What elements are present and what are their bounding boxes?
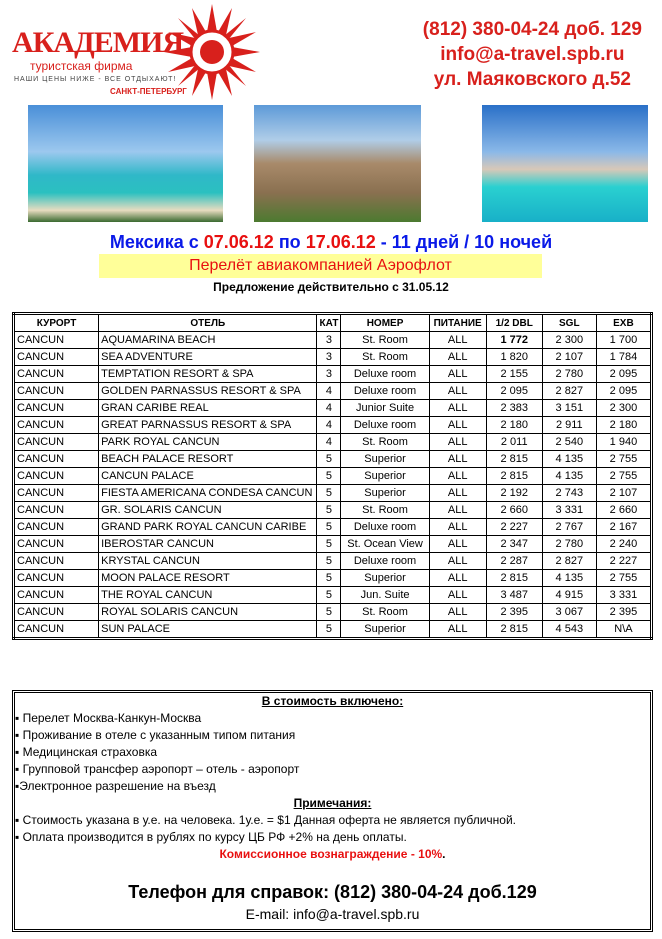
contact-block [423,17,642,92]
logo-slogan: НАШИ ЦЕНЫ НИЖЕ - ВСЕ ОТДЫХАЮТ! [14,76,177,83]
table-cell: CANCUN [14,485,99,502]
end-date: 17.06.12 [305,232,376,252]
table-cell: 2 827 [542,553,596,570]
table-cell: 2 095 [486,383,542,400]
column-header: КУРОРТ [14,314,99,332]
table-row [14,383,652,400]
table-cell: 1 940 [596,434,651,451]
table-cell: 2 755 [596,451,651,468]
table-cell: 3 487 [486,587,542,604]
table-cell: St. Room [341,434,429,451]
commission-note [15,846,650,863]
table-cell: 2 911 [542,417,596,434]
table-cell: 5 [317,502,341,519]
table-cell: Superior [341,451,429,468]
table-cell: 2 827 [542,383,596,400]
start-date: 07.06.12 [203,232,274,252]
photo-pyramid [254,105,421,222]
contact-phone: (812) 380-04-24 доб. 129 [422,19,642,40]
table-cell: CANCUN [14,349,99,366]
table-cell: 4 [317,400,341,417]
airline-banner: Перелёт авиакомпанией Аэрофлот [99,254,542,278]
table-cell: Deluxe room [341,553,429,570]
table-cell: CANCUN [14,366,99,383]
table-cell: 2 227 [486,519,542,536]
photo-cancun-hotels [482,105,648,222]
hotel-price-table [12,312,653,640]
list-item: ▪ Групповой трансфер аэропорт – отель - аэропорт [15,762,300,776]
table-cell: 2 815 [486,468,542,485]
logo-city: САНКТ-ПЕТЕРБУРГ [110,87,187,96]
company-logo [12,8,262,98]
table-cell: 2 227 [596,553,651,570]
table-cell: 2 815 [486,570,542,587]
included-heading: В стоимость включено: [261,694,404,708]
table-cell: BEACH PALACE RESORT [99,451,317,468]
table-cell: N\A [596,621,651,639]
table-cell: THE ROYAL CANCUN [99,587,317,604]
table-cell: 5 [317,587,341,604]
table-cell: 5 [317,485,341,502]
table-cell: SEA ADVENTURE [99,349,317,366]
table-cell: CANCUN PALACE [99,468,317,485]
table-cell: St. Room [341,332,429,349]
list-item: ▪ Стоимость указана в у.е. на человека. 1у.е. = $1 Данная оферта не является публичной. [15,813,516,827]
table-cell: St. Room [341,502,429,519]
table-cell: CANCUN [14,451,99,468]
title-text: Мексика с [109,232,204,252]
table-cell: CANCUN [14,417,99,434]
table-cell: 3 151 [542,400,596,417]
commission-dot: . [442,847,446,861]
table-cell: 3 331 [542,502,596,519]
table-cell: St. Room [341,604,429,621]
table-cell: 2 815 [486,621,542,639]
table-cell: 1 820 [486,349,542,366]
column-header: 1/2 DBL [486,314,542,332]
table-cell: Deluxe room [341,519,429,536]
table-cell: ALL [429,451,486,468]
table-row [14,332,652,349]
notes-heading: Примечания: [293,796,372,810]
table-cell: CANCUN [14,332,99,349]
table-row [14,468,652,485]
table-cell: 3 067 [542,604,596,621]
table-cell: Superior [341,468,429,485]
column-header: ПИТАНИЕ [429,314,486,332]
table-row [14,417,652,434]
table-cell: 2 743 [542,485,596,502]
table-cell: Superior [341,485,429,502]
commission-text: Комиссионное вознаграждение - 10% [219,847,443,861]
table-cell: ALL [429,366,486,383]
logo-subtitle: туристская фирма [30,59,133,73]
table-cell: 2 095 [596,366,651,383]
table-cell: 4 135 [542,468,596,485]
table-cell: Deluxe room [341,383,429,400]
table-cell: Superior [341,621,429,639]
table-header-row [14,314,652,332]
table-cell: ALL [429,332,486,349]
table-cell: St. Ocean View [341,536,429,553]
table-cell: CANCUN [14,621,99,639]
table-cell: 2 780 [542,536,596,553]
table-cell: CANCUN [14,587,99,604]
table-cell: ALL [429,417,486,434]
column-header: SGL [542,314,596,332]
table-cell: 1 784 [596,349,651,366]
table-cell: ALL [429,468,486,485]
table-cell: CANCUN [14,468,99,485]
column-header: КАТ [317,314,341,332]
table-cell: CANCUN [14,434,99,451]
table-cell: 2 300 [596,400,651,417]
duration: - 11 дней / 10 ночей [375,232,553,252]
table-row [14,349,652,366]
table-row [14,519,652,536]
table-cell: 2 540 [542,434,596,451]
table-cell: Deluxe room [341,417,429,434]
table-cell: ALL [429,536,486,553]
table-row [14,604,652,621]
table-cell: 2 300 [542,332,596,349]
table-cell: 2 107 [596,485,651,502]
table-cell: ALL [429,400,486,417]
table-cell: AQUAMARINA BEACH [99,332,317,349]
terms-box [12,690,653,932]
list-item: ▪ Перелет Москва-Канкун-Москва [15,711,202,725]
table-row [14,536,652,553]
table-cell: 4 915 [542,587,596,604]
offer-validity: Предложение действительно с 31.05.12 [213,280,449,294]
table-row [14,587,652,604]
table-cell: GOLDEN PARNASSUS RESORT & SPA [99,383,317,400]
tour-title [0,231,662,253]
table-cell: GR. SOLARIS CANCUN [99,502,317,519]
table-cell: ALL [429,553,486,570]
table-cell: 5 [317,519,341,536]
table-cell: ALL [429,519,486,536]
table-cell: 2 155 [486,366,542,383]
column-header: НОМЕР [341,314,429,332]
table-cell: 2 395 [596,604,651,621]
table-cell: SUN PALACE [99,621,317,639]
table-cell: CANCUN [14,383,99,400]
table-cell: 2 011 [486,434,542,451]
table-cell: 3 331 [596,587,651,604]
table-cell: 2 767 [542,519,596,536]
table-row [14,485,652,502]
table-cell: 5 [317,553,341,570]
table-cell: 2 192 [486,485,542,502]
table-cell: ALL [429,485,486,502]
table-cell: CANCUN [14,570,99,587]
table-cell: 2 107 [542,349,596,366]
table-cell: CANCUN [14,536,99,553]
table-cell: CANCUN [14,553,99,570]
table-cell: CANCUN [14,519,99,536]
table-cell: KRYSTAL CANCUN [99,553,317,570]
list-item: ▪Электронное разрешение на въезд [15,779,216,793]
table-cell: 1 772 [486,332,542,349]
table-cell: Junior Suite [341,400,429,417]
table-cell: 4 [317,434,341,451]
list-item: ▪ Медицинская страховка [15,745,158,759]
column-header: ОТЕЛЬ [99,314,317,332]
contact-email[interactable]: info@a-travel.spb.ru [440,44,625,65]
table-cell: GREAT PARNASSUS RESORT & SPA [99,417,317,434]
table-cell: MOON PALACE RESORT [99,570,317,587]
photo-beach-ruins [28,105,223,222]
table-cell: ALL [429,383,486,400]
table-cell: 2 660 [596,502,651,519]
table-cell: 5 [317,536,341,553]
table-cell: ALL [429,621,486,639]
table-cell: 4 543 [542,621,596,639]
table-cell: 1 700 [596,332,651,349]
table-cell: 4 135 [542,451,596,468]
table-cell: 2 383 [486,400,542,417]
table-cell: CANCUN [14,400,99,417]
table-cell: 2 180 [486,417,542,434]
table-cell: ALL [429,604,486,621]
table-cell: CANCUN [14,604,99,621]
table-cell: 2 167 [596,519,651,536]
table-cell: 2 780 [542,366,596,383]
table-cell: IBEROSTAR CANCUN [99,536,317,553]
table-cell: ALL [429,587,486,604]
table-cell: ALL [429,434,486,451]
title-text: по [273,232,306,252]
table-cell: 2 347 [486,536,542,553]
table-cell: Superior [341,570,429,587]
table-cell: 2 815 [486,451,542,468]
footer-phone: Телефон для справок: (812) 380-04-24 доб.129 [128,882,537,902]
table-cell: ALL [429,349,486,366]
table-cell: 5 [317,621,341,639]
table-cell: 5 [317,468,341,485]
table-cell: 2 287 [486,553,542,570]
table-cell: GRAN CARIBE REAL [99,400,317,417]
contact-address: ул. Маяковского д.52 [433,69,631,90]
table-cell: 5 [317,451,341,468]
table-cell: Jun. Suite [341,587,429,604]
table-cell: 3 [317,349,341,366]
table-cell: 2 755 [596,468,651,485]
table-cell: 2 755 [596,570,651,587]
column-header: EXB [596,314,651,332]
table-cell: Deluxe room [341,366,429,383]
list-item: ▪ Оплата производится в рублях по курсу ЦБ РФ +2% на день оплаты. [15,830,407,844]
table-cell: 5 [317,570,341,587]
table-cell: GRAND PARK ROYAL CANCUN CARIBE [99,519,317,536]
table-cell: ALL [429,570,486,587]
table-cell: 2 095 [596,383,651,400]
footer-email[interactable]: E-mail: info@a-travel.spb.ru [245,906,420,922]
table-row [14,434,652,451]
table-cell: CANCUN [14,502,99,519]
table-row [14,366,652,383]
table-row [14,400,652,417]
logo-name: АКАДЕМИЯ [12,26,184,59]
table-row [14,502,652,519]
table-cell: 4 135 [542,570,596,587]
table-row [14,570,652,587]
table-cell: 3 [317,366,341,383]
table-cell: 4 [317,383,341,400]
table-cell: ROYAL SOLARIS CANCUN [99,604,317,621]
table-cell: St. Room [341,349,429,366]
table-cell: 2 180 [596,417,651,434]
list-item: ▪ Проживание в отеле с указанным типом питания [15,728,296,742]
table-cell: FIESTA AMERICANA CONDESA CANCUN [99,485,317,502]
table-cell: PARK ROYAL CANCUN [99,434,317,451]
table-cell: TEMPTATION RESORT & SPA [99,366,317,383]
table-row [14,553,652,570]
table-cell: 2 240 [596,536,651,553]
table-cell: 2 395 [486,604,542,621]
table-cell: 3 [317,332,341,349]
table-cell: ALL [429,502,486,519]
table-row [14,621,652,639]
table-row [14,451,652,468]
table-cell: 5 [317,604,341,621]
table-cell: 4 [317,417,341,434]
table-cell: 2 660 [486,502,542,519]
